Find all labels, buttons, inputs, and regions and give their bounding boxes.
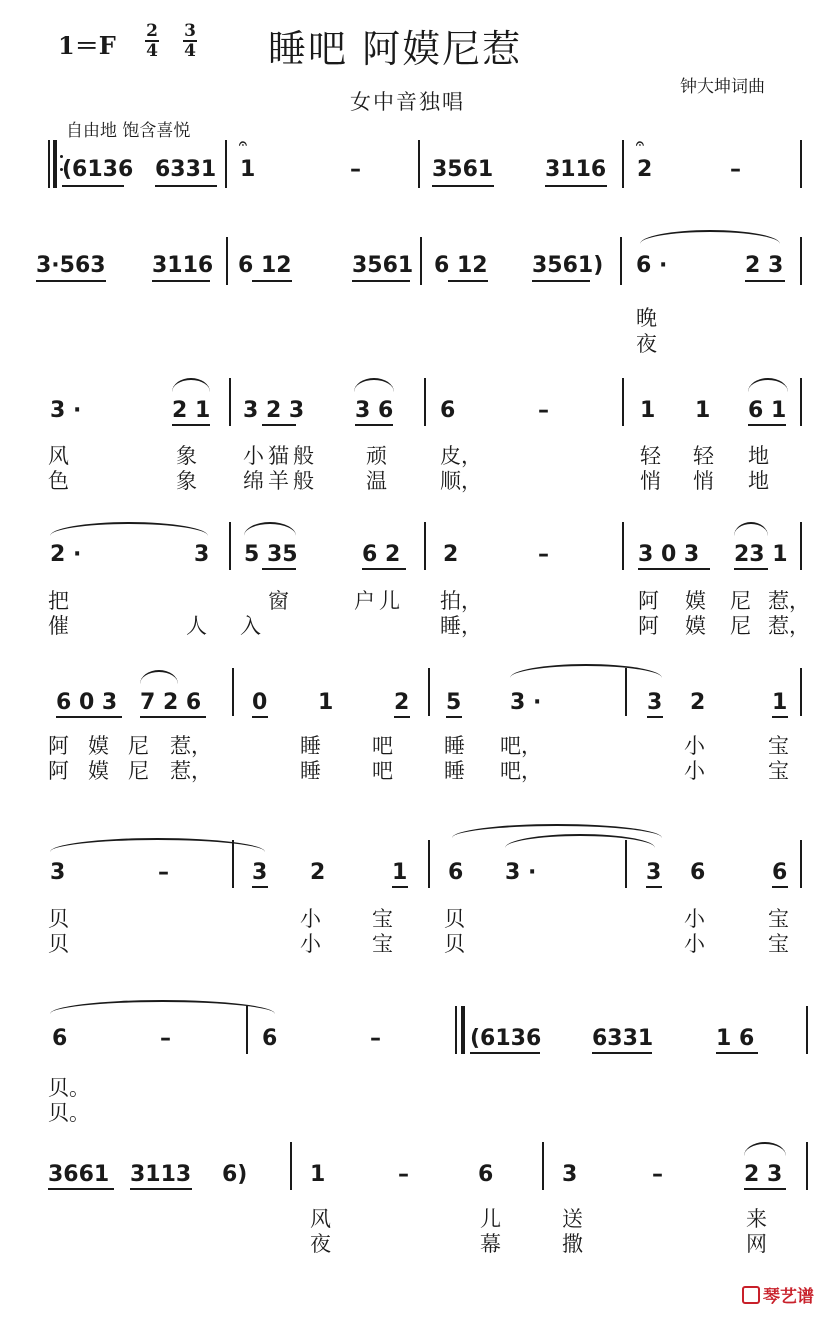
repeat-barline-thick: [53, 140, 57, 188]
watermark-logo: [742, 1282, 814, 1307]
note: 3: [646, 860, 662, 885]
lyric: 小: [684, 734, 705, 758]
underline: [62, 185, 124, 187]
barline: [806, 1142, 808, 1190]
underline: [772, 716, 788, 718]
note: 6 ·: [636, 253, 668, 278]
lyric: 嫫: [88, 759, 109, 783]
lyric: 小: [684, 759, 705, 783]
underline: [748, 424, 786, 426]
underline: [734, 568, 768, 570]
barline: [420, 237, 422, 285]
lyric: 晚: [636, 306, 657, 330]
underline: [446, 716, 462, 718]
lyric: 睡，: [440, 614, 482, 638]
note-group: 3661: [48, 1162, 110, 1187]
lyric: 入: [240, 614, 261, 638]
lyric: 象: [176, 444, 197, 468]
lyric: 尼: [128, 759, 149, 783]
barline: [424, 522, 426, 570]
lyric: 宝: [768, 932, 789, 956]
lyric: 贝。: [48, 1101, 90, 1125]
underline: [394, 716, 410, 718]
lyric: 风: [310, 1207, 331, 1231]
lyric: 吧: [372, 759, 393, 783]
note: 2: [394, 690, 410, 715]
slur: [744, 1142, 786, 1156]
underline: [592, 1052, 652, 1054]
lyric: 夜: [636, 332, 657, 356]
lyric: 小: [300, 907, 321, 931]
note: 3: [562, 1162, 578, 1187]
note-group: 7 2 6: [140, 690, 202, 715]
note-group: 6 12: [238, 253, 292, 278]
barline: [800, 237, 802, 285]
note: 2: [443, 542, 459, 567]
lyric: 惹，: [768, 589, 810, 613]
lyric: 皮，: [440, 444, 482, 468]
underline: [56, 716, 122, 718]
lyric: 吧，: [500, 734, 542, 758]
underline: [130, 1188, 192, 1190]
note: 1: [310, 1162, 326, 1187]
note: 1: [240, 157, 256, 182]
note: 3: [252, 860, 268, 885]
note: 2 ·: [50, 542, 82, 567]
lyric: 送: [562, 1207, 583, 1231]
note: 2: [637, 157, 653, 182]
note-group: 6 2: [362, 542, 401, 567]
lyric: 色: [48, 469, 69, 493]
lyric: 风: [48, 444, 69, 468]
note-group: 3 2 3: [243, 398, 305, 423]
note-group: 2 3: [745, 253, 784, 278]
barline: [290, 1142, 292, 1190]
lyric: 夜: [310, 1232, 331, 1256]
underline: [532, 280, 590, 282]
barline: [622, 140, 624, 188]
barline: [800, 668, 802, 716]
key-signature: 1＝F: [58, 31, 116, 60]
lyric: 悄: [693, 469, 714, 493]
note-group: (6136: [62, 157, 134, 182]
note-group: 6331: [592, 1026, 654, 1051]
lyric: 催: [48, 614, 69, 638]
underline: [392, 886, 408, 888]
underline: [262, 424, 296, 426]
lyric: 惹，: [170, 759, 212, 783]
lyric: 窗: [268, 589, 289, 613]
slur: [510, 664, 662, 678]
note: 3 ·: [50, 398, 82, 423]
barline: [232, 668, 234, 716]
slur: [640, 230, 780, 244]
lyric: 贝: [444, 932, 465, 956]
lyric: 轻: [693, 444, 714, 468]
lyric: 贝: [48, 932, 69, 956]
barline: [625, 840, 627, 888]
underline: [262, 568, 296, 570]
dash: –: [160, 1026, 171, 1051]
underline: [252, 716, 268, 718]
note-group: 3116: [545, 157, 607, 182]
underline: [252, 886, 268, 888]
lyric: 顽: [366, 444, 387, 468]
note-group: 6 0 3: [56, 690, 118, 715]
note: 6: [690, 860, 706, 885]
lyric: 把: [48, 589, 69, 613]
dash: –: [538, 542, 549, 567]
slur: [50, 1000, 275, 1014]
lyric: 吧，: [500, 759, 542, 783]
lyric: 拍，: [440, 589, 482, 613]
note: 6): [222, 1162, 248, 1187]
composer-credit: 钟大坤词曲: [680, 77, 765, 97]
lyric: 地: [748, 469, 769, 493]
underline: [647, 716, 663, 718]
note: 1: [640, 398, 656, 423]
note-group: 6331: [155, 157, 217, 182]
slur: [140, 670, 178, 684]
dash: –: [652, 1162, 663, 1187]
barline: [232, 840, 234, 888]
note: 6: [478, 1162, 494, 1187]
underline: [716, 1052, 758, 1054]
underline: [48, 1188, 114, 1190]
lyric: 宝: [372, 932, 393, 956]
underline: [155, 185, 217, 187]
lyric: 嫫: [685, 589, 706, 613]
underline: [744, 1188, 786, 1190]
lyric: 象: [176, 469, 197, 493]
lyric: 睡: [444, 734, 465, 758]
note-group: 3561: [352, 253, 414, 278]
note-group: 3561): [532, 253, 604, 278]
lyric: 地: [748, 444, 769, 468]
note: 2: [690, 690, 706, 715]
lyric: 宝: [768, 907, 789, 931]
slur: [734, 522, 768, 536]
underline: [448, 280, 488, 282]
barline: [542, 1142, 544, 1190]
barline: [625, 668, 627, 716]
note-group: 2 1: [172, 398, 211, 423]
barline: [428, 840, 430, 888]
barline: [806, 1006, 808, 1054]
underline: [352, 280, 410, 282]
note-group: 2 3: [744, 1162, 783, 1187]
lyric: 尼: [128, 734, 149, 758]
barline: [428, 668, 430, 716]
note-group: 3·563: [36, 253, 106, 278]
lyric: 小: [684, 932, 705, 956]
underline: [772, 886, 788, 888]
note-group: 23 1: [734, 542, 788, 567]
lyric: 吧: [372, 734, 393, 758]
underline: [152, 280, 210, 282]
dash: –: [370, 1026, 381, 1051]
barline: [246, 1006, 248, 1054]
note: 3: [647, 690, 663, 715]
note: 6: [448, 860, 464, 885]
note: 3 ·: [510, 690, 542, 715]
lyric: 小: [684, 907, 705, 931]
note: 5: [446, 690, 462, 715]
note: 3 ·: [505, 860, 537, 885]
lyric: 阿: [638, 614, 659, 638]
note-group: 3561: [432, 157, 494, 182]
time-signature-2-4: 2 4: [146, 21, 158, 61]
note-group: 3 6: [355, 398, 394, 423]
tempo-marking: 自由地 饱含喜悦: [66, 121, 191, 141]
dash: –: [538, 398, 549, 423]
barline: [800, 378, 802, 426]
lyric: 尼: [730, 589, 751, 613]
lyric: 惹，: [170, 734, 212, 758]
note-group: 5 35: [244, 542, 298, 567]
lyric: 贝。: [48, 1076, 90, 1100]
lyric: 来: [746, 1207, 767, 1231]
lyric: 尼: [730, 614, 751, 638]
barline: [620, 237, 622, 285]
underline: [140, 716, 206, 718]
barline: [225, 140, 227, 188]
lyric: 撒: [562, 1232, 583, 1256]
barline: [622, 522, 624, 570]
underline: [432, 185, 494, 187]
lyric: 睡: [444, 759, 465, 783]
dash: –: [730, 157, 741, 182]
underline: [646, 886, 662, 888]
lyric: 嫫: [88, 734, 109, 758]
note: 6: [440, 398, 456, 423]
underline: [362, 568, 406, 570]
lyric: 睡: [300, 734, 321, 758]
note: 6: [262, 1026, 278, 1051]
slur: [354, 378, 394, 392]
lyric: 幕: [480, 1232, 501, 1256]
fermata-icon: 𝄐: [636, 136, 644, 152]
lyric: 阿: [48, 759, 69, 783]
underline: [745, 280, 785, 282]
dash: –: [398, 1162, 409, 1187]
note: 0: [252, 690, 268, 715]
slur: [172, 378, 210, 392]
lyric: 惹，: [768, 614, 810, 638]
fermata-icon: 𝄐: [239, 136, 247, 152]
lyric: 嫫: [685, 614, 706, 638]
underline: [172, 424, 210, 426]
lyric: 阿: [638, 589, 659, 613]
underline: [545, 185, 607, 187]
note-group: 6 12: [434, 253, 488, 278]
barline-thick: [461, 1006, 465, 1054]
note: 6: [52, 1026, 68, 1051]
note: 1: [392, 860, 408, 885]
note: 6: [772, 860, 788, 885]
note-group: 1 6: [716, 1026, 755, 1051]
lyric: 悄: [640, 469, 661, 493]
slur: [748, 378, 788, 392]
slur: [244, 522, 296, 536]
lyric: 小: [300, 932, 321, 956]
time-signature-3-4: 3 4: [184, 21, 196, 61]
lyric: 宝: [768, 759, 789, 783]
dash: –: [350, 157, 361, 182]
barline: [229, 378, 231, 426]
lyric: 宝: [768, 734, 789, 758]
note-group: 3 0 3: [638, 542, 700, 567]
lyric: 阿: [48, 734, 69, 758]
repeat-barline: [48, 140, 50, 188]
barline: [800, 840, 802, 888]
note-group: 6 1: [748, 398, 787, 423]
lyric: 宝: [372, 907, 393, 931]
note-group: (6136: [470, 1026, 542, 1051]
lyric: 贝: [444, 907, 465, 931]
underline: [638, 568, 710, 570]
note-group: 3113: [130, 1162, 192, 1187]
barline: [800, 140, 802, 188]
underline: [36, 280, 106, 282]
slur: [50, 522, 208, 536]
lyric: 户儿: [354, 589, 404, 613]
note: 1: [772, 690, 788, 715]
note-group: 3116: [152, 253, 214, 278]
underline: [252, 280, 292, 282]
lyric: 温: [366, 469, 387, 493]
note: 2: [310, 860, 326, 885]
underline: [355, 424, 393, 426]
barline: [455, 1006, 457, 1054]
barline: [418, 140, 420, 188]
logo-icon: [742, 1286, 760, 1304]
lyric: 贝: [48, 907, 69, 931]
lyric: 人: [186, 614, 207, 638]
barline: [800, 522, 802, 570]
lyric: 轻: [640, 444, 661, 468]
song-subtitle: 女中音独唱: [350, 90, 465, 114]
watermark-text: 琴艺谱: [763, 1287, 814, 1307]
lyric: 儿: [480, 1207, 501, 1231]
note: 3: [194, 542, 210, 567]
lyric: 顺，: [440, 469, 482, 493]
song-title: 睡吧 阿嫫尼惹: [268, 27, 523, 71]
underline: [470, 1052, 540, 1054]
barline: [229, 522, 231, 570]
lyric: 网: [746, 1232, 767, 1256]
barline: [622, 378, 624, 426]
note: 1: [695, 398, 711, 423]
barline: [226, 237, 228, 285]
note: 3: [50, 860, 66, 885]
dash: –: [158, 860, 169, 885]
lyric: 绵羊般: [243, 469, 318, 493]
note: 1: [318, 690, 334, 715]
lyric: 小猫般: [243, 444, 318, 468]
lyric: 睡: [300, 759, 321, 783]
barline: [424, 378, 426, 426]
